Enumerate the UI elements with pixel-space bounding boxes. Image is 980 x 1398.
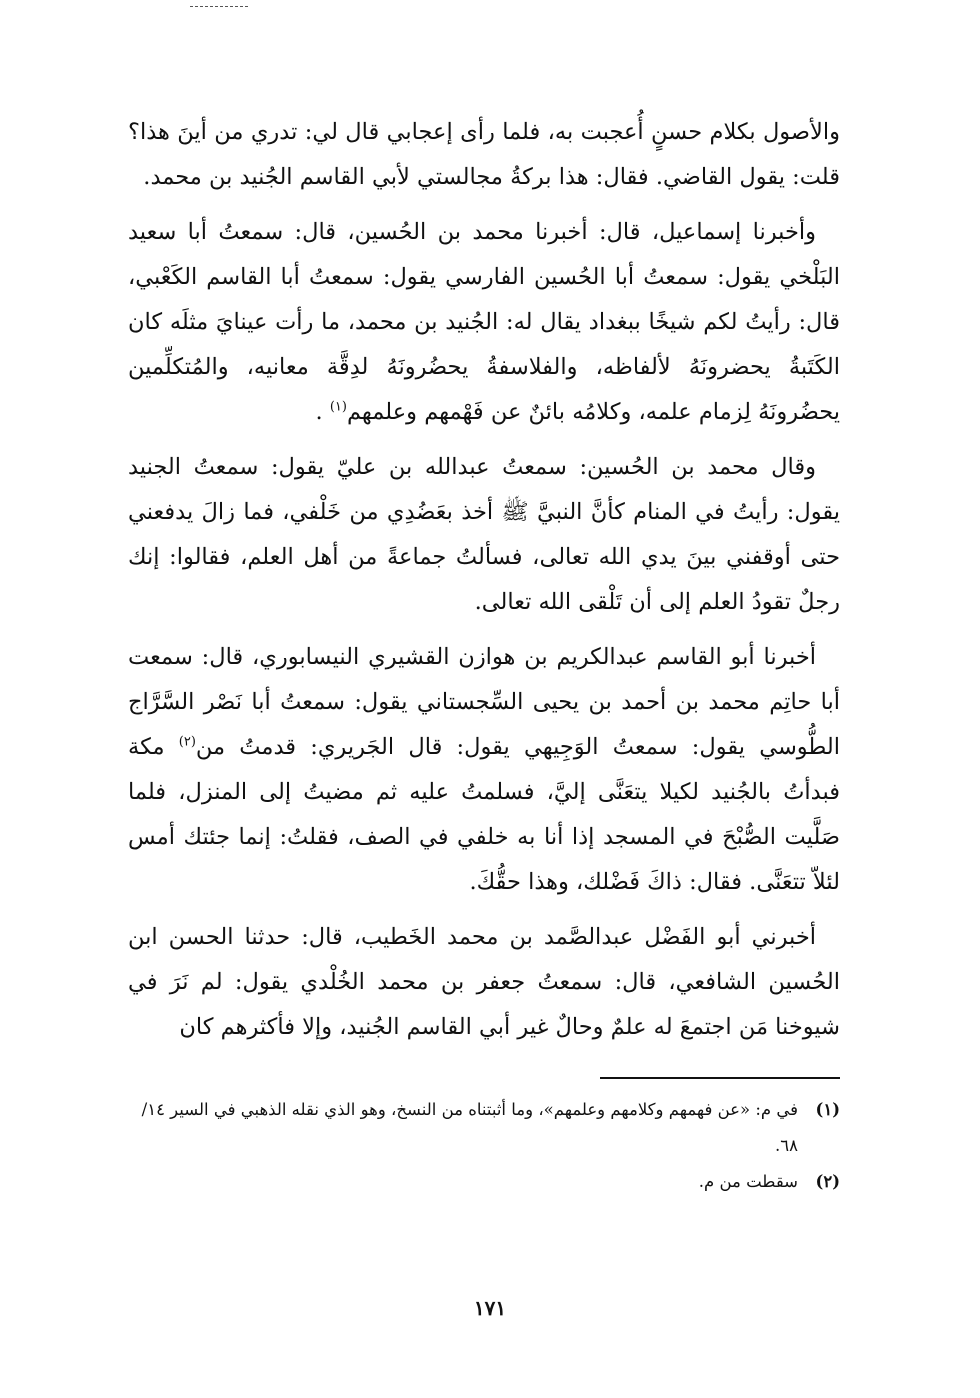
paragraph-3 bbox=[128, 445, 840, 625]
footnotes bbox=[128, 1092, 840, 1200]
main-text bbox=[128, 110, 840, 1060]
footnote-text: في م: «عن فهمهم وكلامهم وعلمهم»، وما أثبتناه من النسخ، وهو الذي نقله الذهبي في السير ١٤/ ٦٨. bbox=[141, 1100, 798, 1155]
footnote-number: (١) bbox=[815, 1100, 840, 1119]
paragraph-text: وأخبرنا إسماعيل، قال: أخبرنا محمد بن الحُسين، قال: سمعتُ أبا سعيد البَلْخي يقول: سمعتُ أبا الحُسين الفارسي يقول: سمعتُ أبا القاسم الكَعْبي، قال: رأيتُ لكم شيخًا ببغداد يقال له: الجُنيد بن محمد، ما رأت عينايَ مثلَه كان الكَتَبةُ يحضرونَهُ لألفاظه، والفلاسفةُ يحضُرونَهُ لدِقَّة معانيه، والمُتكلِّمين يحضُرونَهُ لِزمام علمه، وكلامُه بائنٌ عن فَهْمهم وعلمهم bbox=[128, 219, 840, 425]
paragraph-text: أخبرني أبو الفَضْل عبدالصَّمد بن محمد الخَطيب، قال: حدثنا الحسن ابن الحُسين الشافعي، قال: سمعتُ جعفر بن محمد الخُلْدي يقول: لم نَرَ في شيوخنا مَن اجتمعَ له علمٌ وحالٌ غير أبي القاسم الجُنيد، وإلا فأكثرهم كان bbox=[128, 924, 840, 1040]
paragraph-1 bbox=[128, 110, 840, 200]
footnote-marker-1[interactable]: (١) bbox=[329, 399, 347, 415]
footnote-number: (٢) bbox=[815, 1172, 840, 1191]
footnote-1 bbox=[128, 1092, 840, 1164]
paragraph-text: وقال محمد بن الحُسين: سمعتُ عبدالله بن عليّ يقول: سمعتُ الجنيد يقول: رأيتُ في المنام كأنَّ النبيَّ ﷺ أخذ بعَضُدِي من خَلْفي، فما زالَ يدفعني حتى أوقفني بينَ يدي الله تعالى، فسألتُ جماعةً من أهل العلم، فقالوا: إنك رجلٌ تقودُ العلم إلى أن تَلْقى الله تعالى. bbox=[128, 454, 840, 615]
paragraph-text: أخبرنا أبو القاسم عبدالكريم بن هوازن القشيري النيسابوري، قال: سمعت أبا حاتِم محمد بن أحمد بن يحيى السِّجستاني يقول: سمعتُ أبا نَصْر السَّرَّاج الطُّوسي يقول: سمعتُ الوَجِيهي يقول: قال الجَريري: قدمتُ من bbox=[128, 644, 840, 760]
paragraph-4 bbox=[128, 635, 840, 905]
paragraph-tail: مكة فبدأتُ بالجُنيد لكيلا يتعَنَّى إليَّ، فسلمتُ عليه ثم مضيتُ إلى المنزل، فلما صَلَّيت الصُّبْحَ في المسجد إذا أنا به خلفي في الصف، فقلتُ: إنما جئتك أمس لئلاّ تتعَنَّى. فقال: ذاكَ فَضْلك، وهذا حقُّكَ. bbox=[128, 734, 840, 895]
paragraph-5 bbox=[128, 915, 840, 1050]
paragraph-2 bbox=[128, 210, 840, 435]
page-number: ١٧١ bbox=[473, 1296, 507, 1320]
footnote-text: سقطت من م. bbox=[698, 1172, 798, 1191]
footnote-2 bbox=[128, 1164, 840, 1200]
footnote-marker-2[interactable]: (٢) bbox=[178, 734, 196, 750]
footnote-separator bbox=[600, 1077, 840, 1079]
paragraph-tail: . bbox=[315, 399, 330, 425]
top-edge-mark bbox=[190, 6, 248, 7]
paragraph-text: والأصول بكلام حسنٍ أُعجبت به، فلما رأى إعجابي قال لي: تدري من أينَ هذا؟ قلت: يقول القاضي. فقال: هذا بركةُ مجالستي لأبي القاسم الجُنيد بن محمد. bbox=[128, 119, 840, 190]
